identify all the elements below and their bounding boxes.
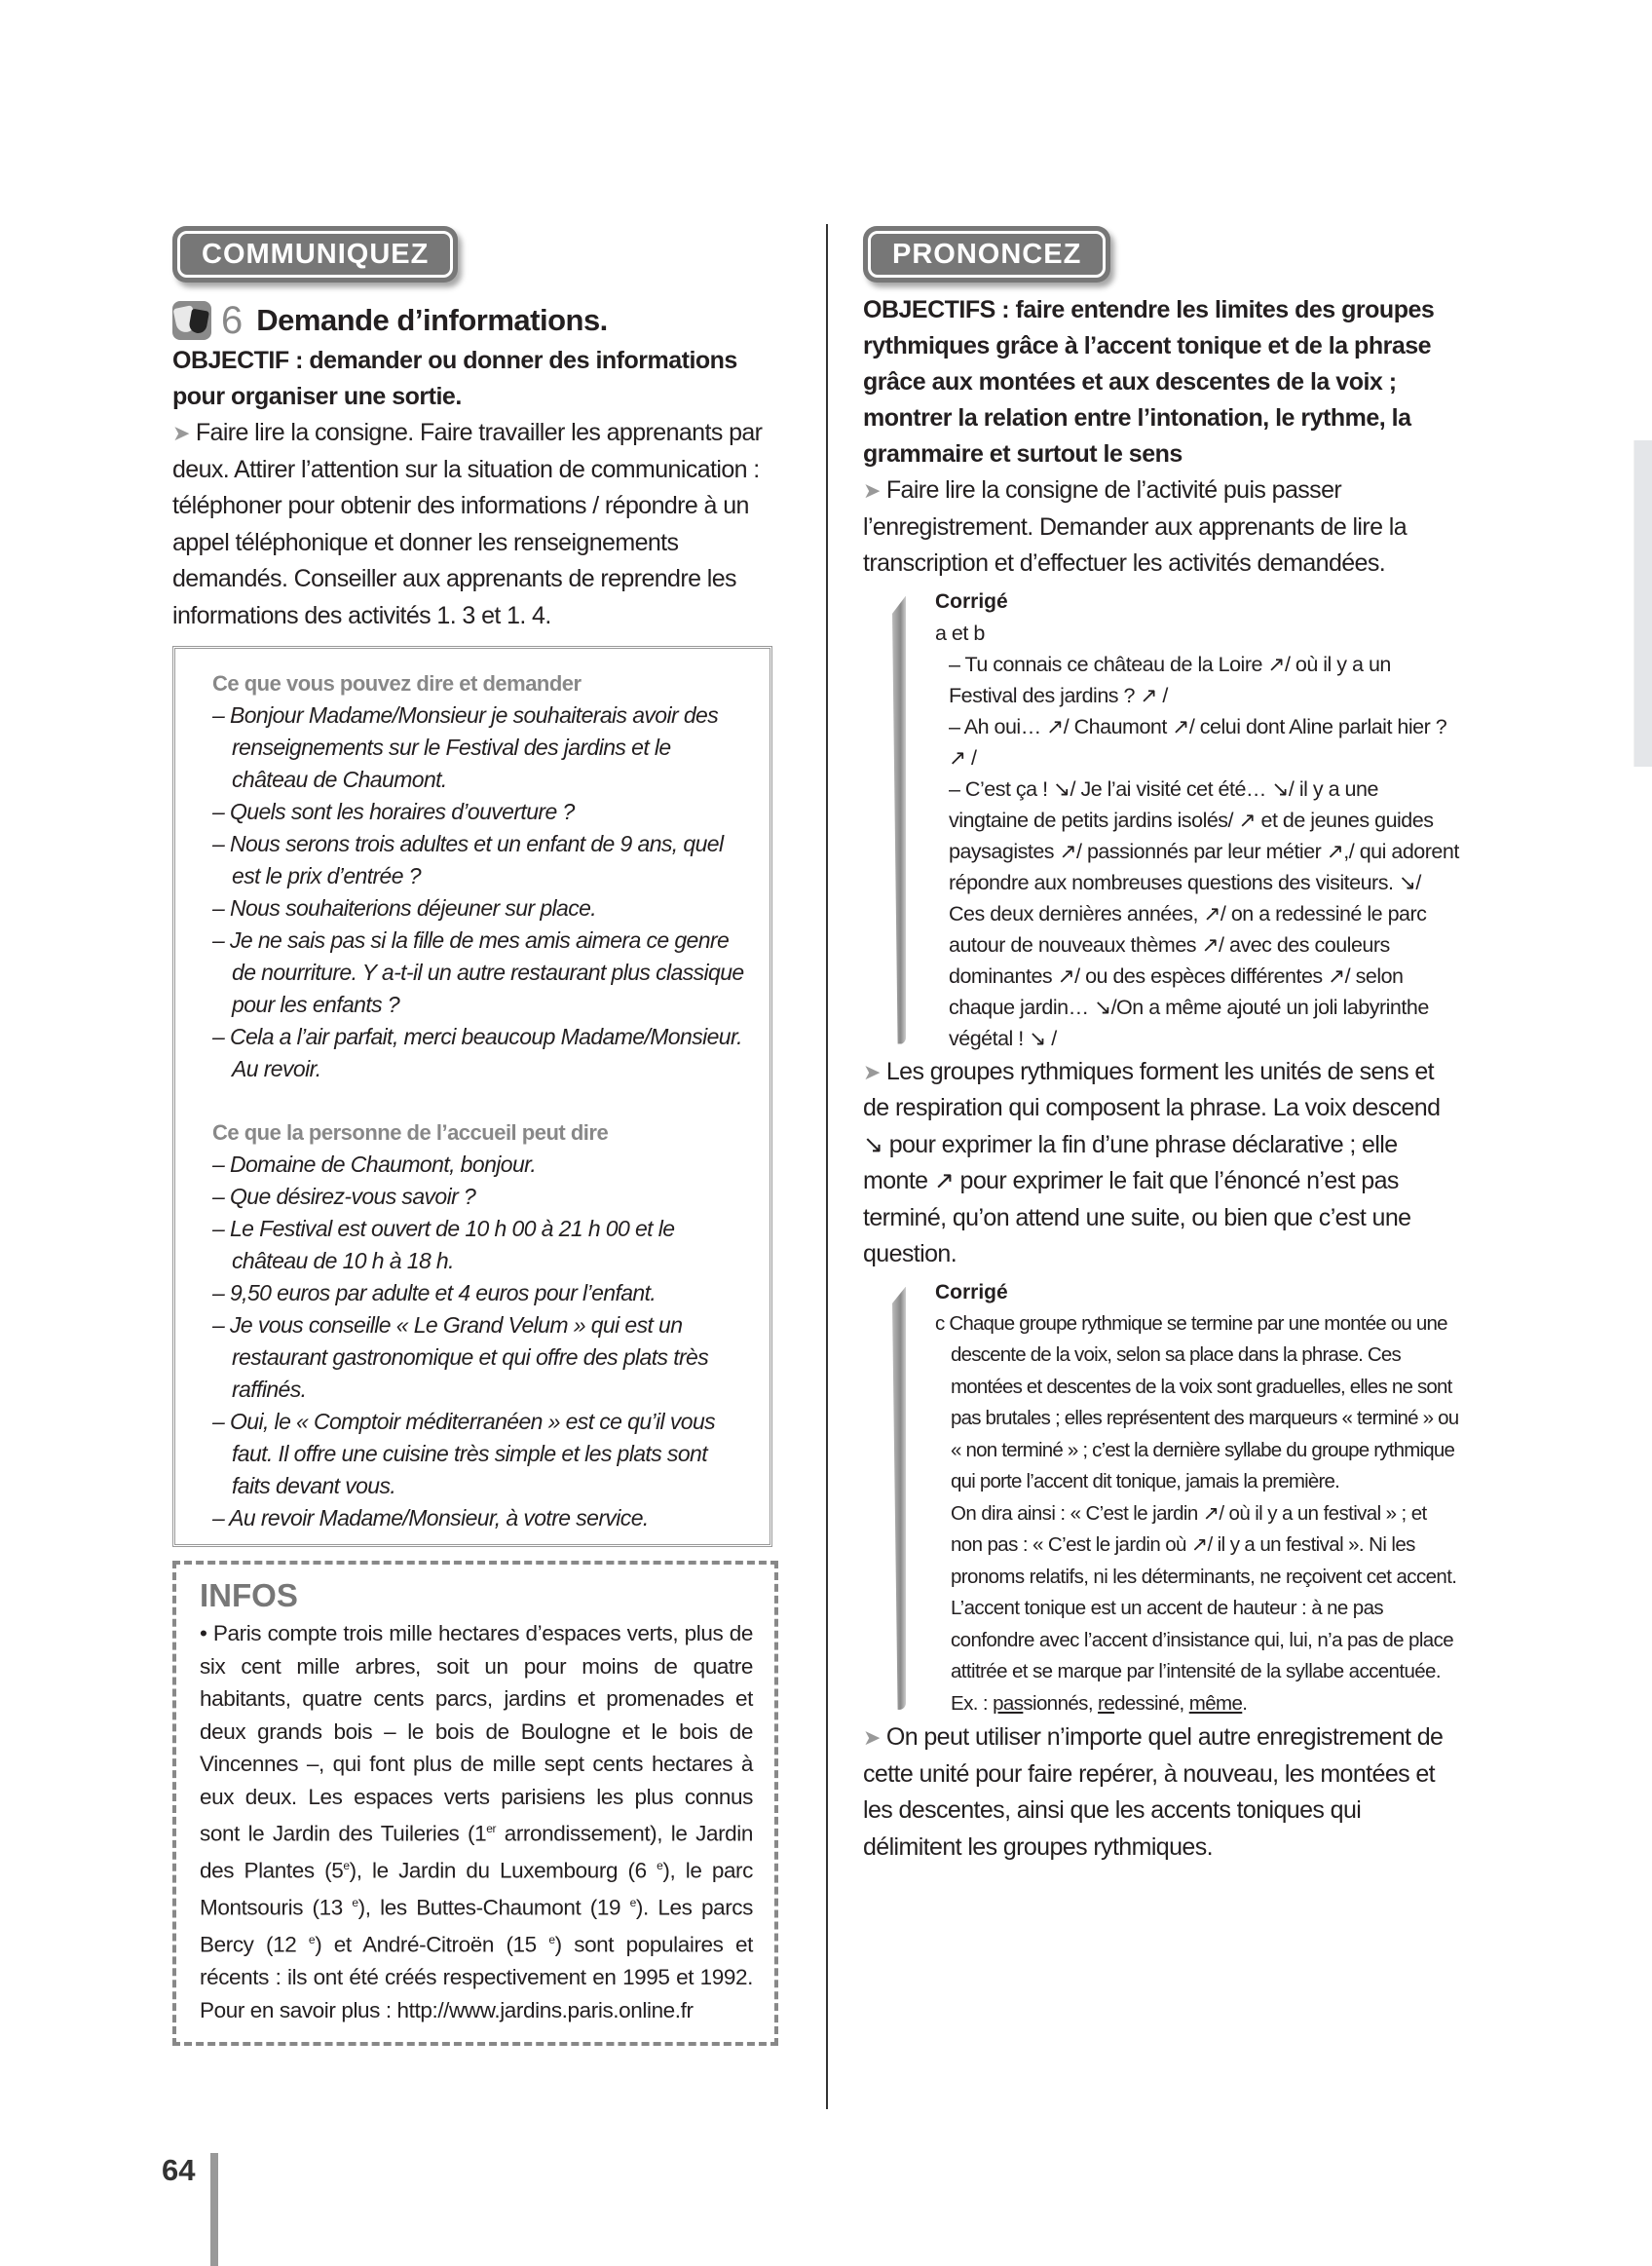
dialogue-line: – Bonjour Madame/Monsieur je souhaiterais avoir des renseignements sur le Festival des jardins et le château de Chaumont. — [212, 702, 719, 792]
instruction-2: ➤ Les groupes rythmiques forment les unités de sens et de respiration qui composent la phrase. La voix descend ↘ pour exprimer la fin d’une phrase déclarative ; elle monte ↗ pour exprimer le fait que l’énoncé n’est pas terminé, qu’on attend une suite, ou bien que c’est une question. — [863, 1057, 1441, 1267]
corrige-title: Corrigé — [935, 589, 1008, 613]
dialogue-line: – Quels sont les horaires d’ouverture ? — [212, 799, 575, 824]
page-number-bar — [210, 2153, 218, 2266]
corrige-ab — [892, 586, 1462, 1054]
infos-text: • Paris compte trois mille hectares d’espaces verts, plus de six cent mille arbres, soit un pour moins de quatre habitants, quatre cents parcs, jardins et promenades et deux grands bois – le bois de Boulogne et le bois de Vincennes –, qui font plus de mille sept cents hectares à eux deux. Les espaces verts parisiens les plus connus sont le Jardin des Tuileries (1er arrondissement), le Jardin des Plantes (5e), le Jardin du Luxembourg (6 $^e$), le parc Montsouris (13 $^e$), les Buttes-Chaumont (19 $^e$). Les parcs Bercy (12 $^e$) et André-Citroën (15 $^e$) sont populaires et récents : ils ont été créés respectivement en 1995 et 1992. Pour en savoir plus : http://www.jardins.paris.online.fr — [200, 1621, 754, 2022]
dialogue-line: – Je ne sais pas si la fille de mes amis aimera ce genre de nourriture. Y a-t-il un autre restaurant plus classique pour les enfants ? — [212, 927, 744, 1017]
page-number: 64 — [162, 2153, 196, 2187]
column-divider — [826, 224, 828, 2109]
right-column — [863, 226, 1462, 1866]
dialogue-heading-learner: Ce que vous pouvez dire et demander — [212, 671, 582, 696]
dialogue-line: – Au revoir Madame/Monsieur, à votre service. — [212, 1505, 649, 1530]
corrige-c — [892, 1277, 1462, 1720]
instruction-3: ➤ On peut utiliser n’importe quel autre enregistrement de cette unité pour faire repérer, à nouveau, les montées et les descentes, ainsi que les accents toniques qui délimitent les groupes rythmiques. — [863, 1723, 1444, 1861]
section-badge-communiquez: COMMUNIQUEZ — [172, 226, 458, 283]
arrow-bullet-icon: ➤ — [863, 1725, 881, 1750]
arrow-bullet-icon: ➤ — [863, 478, 881, 503]
instruction-1: ➤ Faire lire la consigne de l’activité puis passer l’enregistrement. Demander aux apprenants de lire la transcription et d’effectuer les activités demandées. — [863, 476, 1408, 577]
dialogue-line: – Nous serons trois adultes et un enfant de 9 ans, quel est le prix d’entrée ? — [212, 831, 724, 888]
transcript-line: – Ah oui… ↗/ Chaumont ↗/ celui dont Aline parlait hier ? ↗ / — [949, 714, 1447, 770]
dialogue-line: – Que désirez-vous savoir ? — [212, 1184, 476, 1209]
dialogue-line: – Nous souhaiterions déjeuner sur place. — [212, 895, 597, 921]
instruction: ➤ Faire lire la consigne. Faire travailler les apprenants par deux. Attirer l’attention sur la situation de communication : téléphoner pour obtenir des informations / répondre à un appel téléphonique et donner les renseignements demandés. Conseiller aux apprenants de reprendre les informations des activités 1. 3 et 1. 4. — [172, 419, 763, 629]
dialogue-line: – Le Festival est ouvert de 10 h 00 à 21 h 00 et le château de 10 h à 18 h. — [212, 1216, 675, 1273]
objective: OBJECTIF : demander ou donner des informations pour organiser une sortie. — [172, 347, 737, 410]
dialogue-line: – Domaine de Chaumont, bonjour. — [212, 1152, 537, 1177]
transcript-line: – C’est ça ! ↘/ Je l’ai visité cet été… ↘/ il y a une vingtaine de petits jardins isolés/ ↗ et de jeunes guides paysagistes ↗/ passionnés par leur métier ↗,/ qui adorent répondre aux nombreuses questions des visiteurs. ↘/ Ces deux dernières années, ↗/ on a redessiné le parc autour de nouveaux thèmes ↗/ avec des couleurs dominantes ↗/ ou des espèces différentes ↗/ selon chaque jardin… ↘/On a même ajouté un joli labyrinthe végétal ! ↘ / — [949, 776, 1459, 1050]
dialogue-line: – Cela a l’air parfait, merci beaucoup Madame/Monsieur. Au revoir. — [212, 1024, 742, 1081]
activity-title — [172, 298, 771, 343]
side-thumb-tab — [1633, 440, 1652, 767]
corrige-subtitle: a et b — [935, 621, 985, 645]
dialogue-box — [172, 646, 772, 1547]
dialogue-heading-reception: Ce que la personne de l’accueil peut dire — [212, 1120, 609, 1145]
dialogue-line: – 9,50 euros par adulte et 4 euros pour l’enfant. — [212, 1280, 657, 1305]
left-column — [172, 226, 771, 2046]
corrige-examples: Ex. : passionnés, redessiné, même. — [951, 1691, 1248, 1715]
corrige-title: Corrigé — [935, 1280, 1008, 1303]
infos-title: INFOS — [200, 1577, 298, 1613]
activity-number: 6 — [221, 299, 244, 342]
activity-name: Demande d’informations. — [256, 303, 608, 337]
objectives: OBJECTIFS : faire entendre les limites des groupes rythmiques grâce à l’accent tonique et de la phrase grâce aux montées et aux descentes de la voix ; montrer la relation entre l’intonation, le rythme, la grammaire et surtout le sens — [863, 296, 1435, 468]
infos-box — [172, 1561, 778, 2046]
corrige-c-text: c Chaque groupe rythmique se termine par une montée ou une descente de la voix, selon sa place dans la phrase. Ces montées et descentes de la voix sont graduelles, elles ne sont pas brutales ; elles représentent des marqueurs « terminé » ou « non terminé » ; c’est la dernière syllabe du groupe rythmique qui porte l’accent dit tonique, jamais la première. — [935, 1311, 1459, 1492]
transcript-line: – Tu connais ce château de la Loire ↗/ où il y a un Festival des jardins ? ↗ / — [949, 652, 1391, 707]
dialogue-line: – Je vous conseille « Le Grand Velum » qui est un restaurant gastronomique et qui offre des plats très raffinés. — [212, 1312, 709, 1402]
dialogue-line: – Oui, le « Comptoir méditerranéen » est ce qu’il vous faut. Il offre une cuisine très simple et les plats sont faits devant vous. — [212, 1409, 716, 1498]
arrow-bullet-icon: ➤ — [172, 421, 190, 445]
section-badge-prononcez: PRONONCEZ — [863, 226, 1110, 283]
theater-masks-icon — [172, 301, 211, 340]
corrige-example-text: On dira ainsi : « C’est le jardin ↗/ où il y a un festival » ; et non pas : « C’est le jardin où ↗/ il y a un festival ». Ni les pronoms relatifs, ni les déterminants, ne reçoivent cet accent. L’accent tonique est un accent de hauteur : à ne pas confondre avec l’accent d’insistance qui, lui, n’a pas de place attitrée et se marque par l’intensité de la syllabe accentuée. — [951, 1501, 1457, 1682]
arrow-bullet-icon: ➤ — [863, 1059, 881, 1084]
